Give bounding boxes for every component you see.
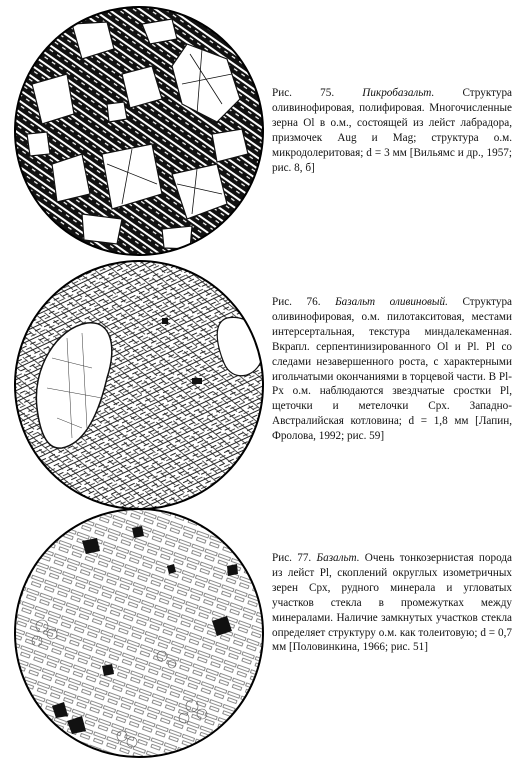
- micrograph-olivine-basalt-image: [12, 258, 266, 512]
- micrograph-basalt-image: [12, 506, 266, 760]
- figure-number: Рис. 77.: [272, 552, 312, 564]
- figure-76-caption: [272, 295, 512, 444]
- figure-title: Базальт оливиновый.: [335, 296, 448, 308]
- figure-77-caption: [272, 551, 512, 655]
- figure-description: Структура оливинофировая, полифировая. Многочисленные зерна Ol в о.м., состоящей из лейст лабрадора, призмочек Aug и Mag; структура о.м. микродолеритовая; d = 3 мм [Вильямс и др., 1957; рис. 8, б]: [272, 87, 512, 174]
- figure-number: Рис. 75.: [272, 87, 335, 99]
- figure-title: Пикробазальт.: [362, 87, 435, 99]
- figure-number: Рис. 76.: [272, 296, 321, 308]
- micrograph-picrobasalt-image: [12, 4, 266, 258]
- figure-description: Очень тонкозернистая порода из лейст Pl, скоплений округлых изометричных зерен Cpx, рудного минерала и угловатых участков стекла в промежутках между минералами. Наличие замкнутых участков стекла определяет структуру о.м. как толеитовую; d = 0,7 мм [Половинкина, 1966; рис. 51]: [272, 552, 512, 654]
- figure-description: Структура оливинофировая, о.м. пилотакситовая, местами интерсертальная, текстура миндалекаменная. Вкрапл. серпентинизированного Ol и Pl. Pl со следами незавершенного роста, с характерными игольчатыми окончаниями в торцевой части. В Pl-Px о.м. наблюдаются звездчатые сростки Pl, щеточки и метелочки Cpx. Западно-Австралийская котловина; d = 1,8 мм [Лапин, Фролова, 1992; рис. 59]: [272, 296, 513, 443]
- figure-75-caption: [272, 86, 512, 175]
- figure-title: Базальт.: [316, 552, 360, 564]
